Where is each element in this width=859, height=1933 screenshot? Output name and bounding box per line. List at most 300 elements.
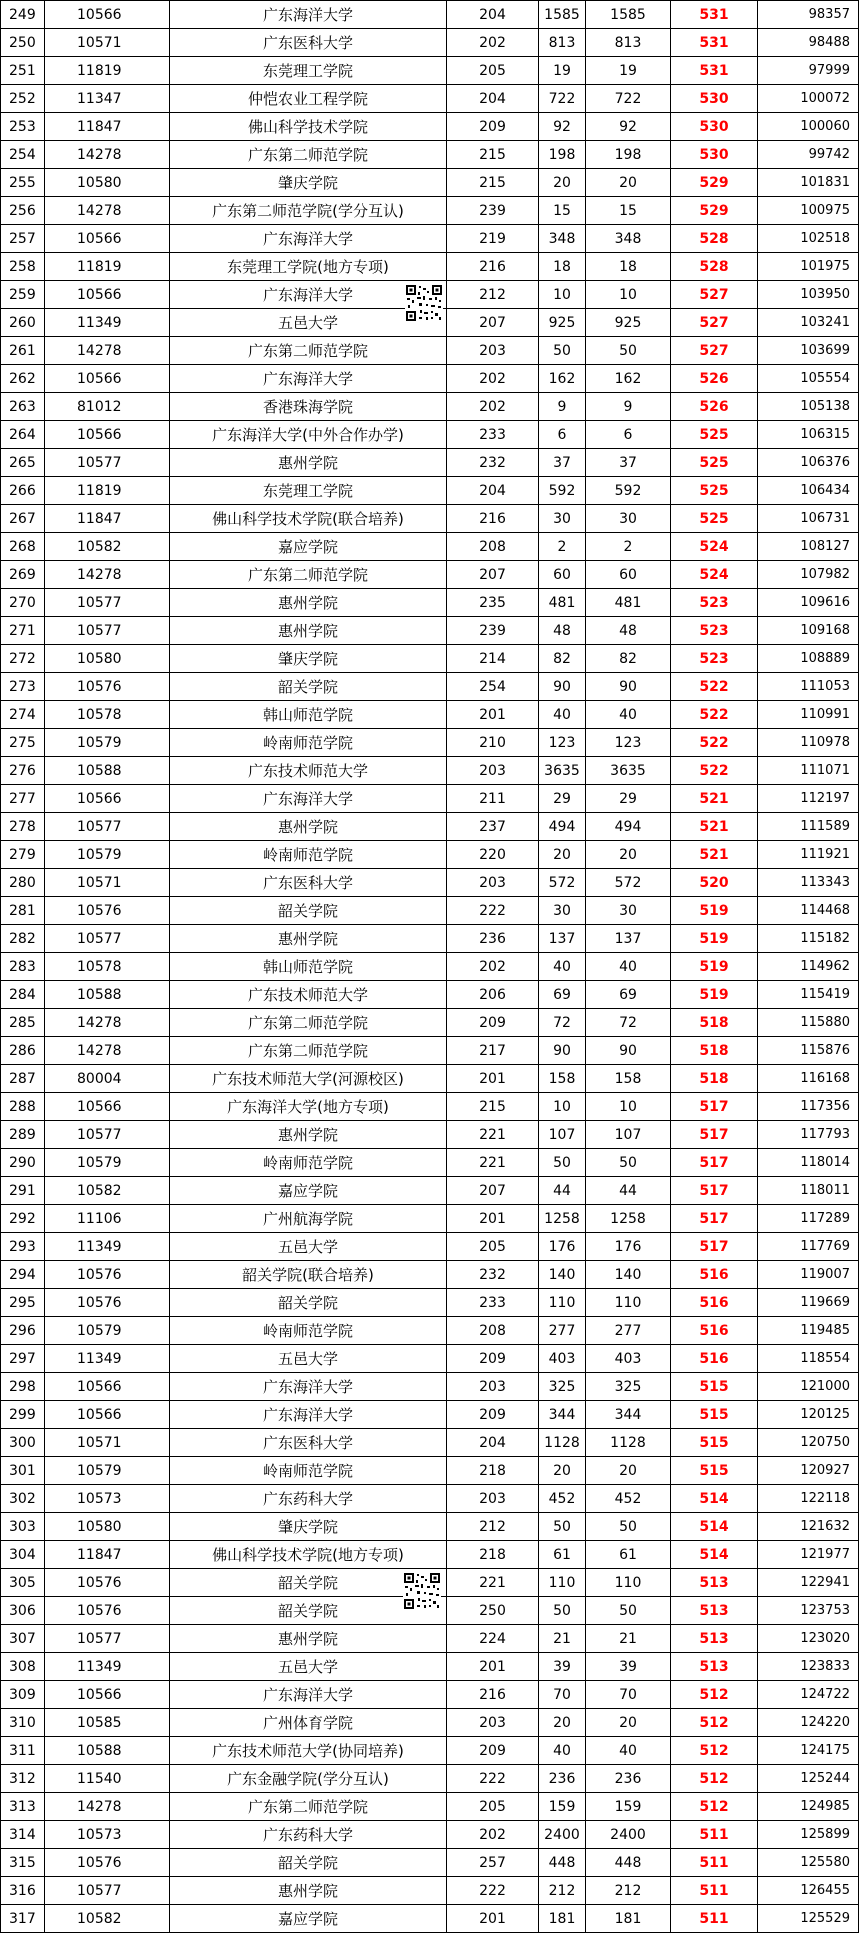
min-score: 514 bbox=[671, 1513, 758, 1541]
major-group-code: 205 bbox=[447, 1793, 539, 1821]
min-score: 522 bbox=[671, 729, 758, 757]
admitted-count: 60 bbox=[586, 561, 671, 589]
min-rank: 100975 bbox=[758, 197, 859, 225]
min-rank: 120125 bbox=[758, 1401, 859, 1429]
major-group-code: 203 bbox=[447, 1485, 539, 1513]
admitted-count: 20 bbox=[586, 1709, 671, 1737]
school-name: 广东第二师范学院 bbox=[170, 1009, 447, 1037]
min-rank: 112197 bbox=[758, 785, 859, 813]
row-index: 255 bbox=[1, 169, 45, 197]
school-name: 嘉应学院 bbox=[170, 1177, 447, 1205]
min-score: 513 bbox=[671, 1653, 758, 1681]
school-name: 广东海洋大学(中外合作办学) bbox=[170, 421, 447, 449]
plan-count: 30 bbox=[539, 505, 586, 533]
admitted-count: 925 bbox=[586, 309, 671, 337]
major-group-code: 202 bbox=[447, 365, 539, 393]
admitted-count: 40 bbox=[586, 1737, 671, 1765]
admitted-count: 50 bbox=[586, 1149, 671, 1177]
plan-count: 90 bbox=[539, 673, 586, 701]
plan-count: 61 bbox=[539, 1541, 586, 1569]
admitted-count: 452 bbox=[586, 1485, 671, 1513]
admitted-count: 21 bbox=[586, 1625, 671, 1653]
min-score: 531 bbox=[671, 1, 758, 29]
min-rank: 101975 bbox=[758, 253, 859, 281]
row-index: 315 bbox=[1, 1849, 45, 1877]
school-name: 五邑大学 bbox=[170, 1233, 447, 1261]
min-rank: 116168 bbox=[758, 1065, 859, 1093]
admitted-count: 92 bbox=[586, 113, 671, 141]
school-name: 佛山科学技术学院 bbox=[170, 113, 447, 141]
min-score: 522 bbox=[671, 757, 758, 785]
school-code: 10577 bbox=[45, 813, 170, 841]
school-code: 10580 bbox=[45, 169, 170, 197]
major-group-code: 211 bbox=[447, 785, 539, 813]
min-rank: 118011 bbox=[758, 1177, 859, 1205]
school-code: 10582 bbox=[45, 533, 170, 561]
table-row bbox=[1, 897, 859, 925]
min-rank: 123833 bbox=[758, 1653, 859, 1681]
min-rank: 109168 bbox=[758, 617, 859, 645]
school-name: 韶关学院 bbox=[170, 1289, 447, 1317]
major-group-code: 209 bbox=[447, 1345, 539, 1373]
min-score: 523 bbox=[671, 617, 758, 645]
table-row bbox=[1, 505, 859, 533]
row-index: 256 bbox=[1, 197, 45, 225]
min-rank: 117793 bbox=[758, 1121, 859, 1149]
min-rank: 120927 bbox=[758, 1457, 859, 1485]
min-score: 516 bbox=[671, 1317, 758, 1345]
major-group-code: 204 bbox=[447, 85, 539, 113]
min-score: 519 bbox=[671, 897, 758, 925]
school-code: 11349 bbox=[45, 1345, 170, 1373]
row-index: 303 bbox=[1, 1513, 45, 1541]
plan-count: 1258 bbox=[539, 1205, 586, 1233]
table-row bbox=[1, 169, 859, 197]
min-score: 523 bbox=[671, 645, 758, 673]
admitted-count: 325 bbox=[586, 1373, 671, 1401]
min-score: 513 bbox=[671, 1625, 758, 1653]
row-index: 286 bbox=[1, 1037, 45, 1065]
table-row bbox=[1, 393, 859, 421]
table-row bbox=[1, 1, 859, 29]
table-row bbox=[1, 421, 859, 449]
admitted-count: 277 bbox=[586, 1317, 671, 1345]
school-code: 10588 bbox=[45, 757, 170, 785]
admitted-count: 69 bbox=[586, 981, 671, 1009]
min-rank: 115419 bbox=[758, 981, 859, 1009]
admitted-count: 2400 bbox=[586, 1821, 671, 1849]
min-rank: 111921 bbox=[758, 841, 859, 869]
table-row bbox=[1, 1429, 859, 1457]
plan-count: 344 bbox=[539, 1401, 586, 1429]
row-index: 301 bbox=[1, 1457, 45, 1485]
min-rank: 114468 bbox=[758, 897, 859, 925]
major-group-code: 218 bbox=[447, 1541, 539, 1569]
table-row bbox=[1, 645, 859, 673]
plan-count: 1128 bbox=[539, 1429, 586, 1457]
min-score: 515 bbox=[671, 1401, 758, 1429]
plan-count: 20 bbox=[539, 169, 586, 197]
major-group-code: 236 bbox=[447, 925, 539, 953]
school-code: 10566 bbox=[45, 225, 170, 253]
min-rank: 125899 bbox=[758, 1821, 859, 1849]
school-name: 韶关学院 bbox=[170, 1597, 447, 1625]
plan-count: 50 bbox=[539, 337, 586, 365]
row-index: 311 bbox=[1, 1737, 45, 1765]
admitted-count: 592 bbox=[586, 477, 671, 505]
min-score: 513 bbox=[671, 1597, 758, 1625]
school-name: 广东海洋大学 bbox=[170, 1373, 447, 1401]
row-index: 265 bbox=[1, 449, 45, 477]
plan-count: 176 bbox=[539, 1233, 586, 1261]
plan-count: 2 bbox=[539, 533, 586, 561]
min-rank: 115182 bbox=[758, 925, 859, 953]
major-group-code: 218 bbox=[447, 1457, 539, 1485]
major-group-code: 208 bbox=[447, 1317, 539, 1345]
admitted-count: 40 bbox=[586, 953, 671, 981]
school-code: 10579 bbox=[45, 1457, 170, 1485]
admitted-count: 20 bbox=[586, 841, 671, 869]
table-row bbox=[1, 673, 859, 701]
table-row bbox=[1, 1009, 859, 1037]
row-index: 269 bbox=[1, 561, 45, 589]
min-rank: 101831 bbox=[758, 169, 859, 197]
major-group-code: 205 bbox=[447, 57, 539, 85]
plan-count: 6 bbox=[539, 421, 586, 449]
row-index: 271 bbox=[1, 617, 45, 645]
school-code: 11540 bbox=[45, 1765, 170, 1793]
row-index: 251 bbox=[1, 57, 45, 85]
min-score: 514 bbox=[671, 1541, 758, 1569]
school-code: 10580 bbox=[45, 645, 170, 673]
admitted-count: 572 bbox=[586, 869, 671, 897]
major-group-code: 257 bbox=[447, 1849, 539, 1877]
school-code: 11847 bbox=[45, 505, 170, 533]
table-row bbox=[1, 925, 859, 953]
school-name: 韶关学院(联合培养) bbox=[170, 1261, 447, 1289]
major-group-code: 216 bbox=[447, 505, 539, 533]
major-group-code: 209 bbox=[447, 1009, 539, 1037]
school-code: 10571 bbox=[45, 1429, 170, 1457]
min-score: 521 bbox=[671, 813, 758, 841]
min-rank: 121000 bbox=[758, 1373, 859, 1401]
school-name: 肇庆学院 bbox=[170, 1513, 447, 1541]
min-rank: 121977 bbox=[758, 1541, 859, 1569]
plan-count: 348 bbox=[539, 225, 586, 253]
row-index: 305 bbox=[1, 1569, 45, 1597]
school-code: 10585 bbox=[45, 1709, 170, 1737]
min-score: 517 bbox=[671, 1149, 758, 1177]
major-group-code: 235 bbox=[447, 589, 539, 617]
school-code: 14278 bbox=[45, 561, 170, 589]
plan-count: 44 bbox=[539, 1177, 586, 1205]
min-score: 516 bbox=[671, 1289, 758, 1317]
min-rank: 100060 bbox=[758, 113, 859, 141]
row-index: 277 bbox=[1, 785, 45, 813]
table-row bbox=[1, 757, 859, 785]
admitted-count: 176 bbox=[586, 1233, 671, 1261]
major-group-code: 215 bbox=[447, 141, 539, 169]
plan-count: 72 bbox=[539, 1009, 586, 1037]
major-group-code: 233 bbox=[447, 1289, 539, 1317]
school-code: 11847 bbox=[45, 113, 170, 141]
table-row bbox=[1, 337, 859, 365]
school-code: 10566 bbox=[45, 1401, 170, 1429]
row-index: 292 bbox=[1, 1205, 45, 1233]
min-score: 530 bbox=[671, 85, 758, 113]
admitted-count: 29 bbox=[586, 785, 671, 813]
admitted-count: 9 bbox=[586, 393, 671, 421]
row-index: 285 bbox=[1, 1009, 45, 1037]
row-index: 264 bbox=[1, 421, 45, 449]
min-score: 531 bbox=[671, 29, 758, 57]
table-row bbox=[1, 1317, 859, 1345]
table-row bbox=[1, 225, 859, 253]
min-score: 511 bbox=[671, 1905, 758, 1933]
admitted-count: 448 bbox=[586, 1849, 671, 1877]
school-name: 惠州学院 bbox=[170, 813, 447, 841]
table-row bbox=[1, 1485, 859, 1513]
plan-count: 162 bbox=[539, 365, 586, 393]
min-score: 528 bbox=[671, 253, 758, 281]
min-rank: 123753 bbox=[758, 1597, 859, 1625]
min-rank: 111053 bbox=[758, 673, 859, 701]
major-group-code: 210 bbox=[447, 729, 539, 757]
row-index: 249 bbox=[1, 1, 45, 29]
admitted-count: 20 bbox=[586, 169, 671, 197]
school-code: 10576 bbox=[45, 1289, 170, 1317]
school-code: 10588 bbox=[45, 981, 170, 1009]
admitted-count: 50 bbox=[586, 1513, 671, 1541]
plan-count: 2400 bbox=[539, 1821, 586, 1849]
admitted-count: 236 bbox=[586, 1765, 671, 1793]
min-score: 511 bbox=[671, 1849, 758, 1877]
admitted-count: 494 bbox=[586, 813, 671, 841]
min-rank: 125580 bbox=[758, 1849, 859, 1877]
table-row bbox=[1, 1177, 859, 1205]
school-name: 惠州学院 bbox=[170, 1121, 447, 1149]
admitted-count: 158 bbox=[586, 1065, 671, 1093]
min-rank: 106376 bbox=[758, 449, 859, 477]
school-code: 11847 bbox=[45, 1541, 170, 1569]
row-index: 307 bbox=[1, 1625, 45, 1653]
plan-count: 82 bbox=[539, 645, 586, 673]
min-rank: 119007 bbox=[758, 1261, 859, 1289]
row-index: 262 bbox=[1, 365, 45, 393]
school-name: 广东第二师范学院(学分互认) bbox=[170, 197, 447, 225]
admitted-count: 3635 bbox=[586, 757, 671, 785]
major-group-code: 203 bbox=[447, 1373, 539, 1401]
plan-count: 70 bbox=[539, 1681, 586, 1709]
min-score: 526 bbox=[671, 365, 758, 393]
plan-count: 403 bbox=[539, 1345, 586, 1373]
school-code: 10576 bbox=[45, 897, 170, 925]
school-code: 10566 bbox=[45, 1, 170, 29]
min-score: 515 bbox=[671, 1373, 758, 1401]
table-row bbox=[1, 1541, 859, 1569]
min-score: 514 bbox=[671, 1485, 758, 1513]
admitted-count: 348 bbox=[586, 225, 671, 253]
admitted-count: 107 bbox=[586, 1121, 671, 1149]
school-code: 10582 bbox=[45, 1905, 170, 1933]
plan-count: 30 bbox=[539, 897, 586, 925]
school-name: 嘉应学院 bbox=[170, 1905, 447, 1933]
admitted-count: 1128 bbox=[586, 1429, 671, 1457]
min-score: 516 bbox=[671, 1261, 758, 1289]
school-name: 广东海洋大学 bbox=[170, 1401, 447, 1429]
row-index: 281 bbox=[1, 897, 45, 925]
school-code: 10579 bbox=[45, 1149, 170, 1177]
row-index: 304 bbox=[1, 1541, 45, 1569]
admitted-count: 30 bbox=[586, 505, 671, 533]
admitted-count: 2 bbox=[586, 533, 671, 561]
school-name: 佛山科学技术学院(地方专项) bbox=[170, 1541, 447, 1569]
plan-count: 3635 bbox=[539, 757, 586, 785]
school-code: 10577 bbox=[45, 925, 170, 953]
school-code: 10577 bbox=[45, 589, 170, 617]
min-rank: 125529 bbox=[758, 1905, 859, 1933]
school-name: 韩山师范学院 bbox=[170, 701, 447, 729]
plan-count: 18 bbox=[539, 253, 586, 281]
min-rank: 118014 bbox=[758, 1149, 859, 1177]
min-rank: 115880 bbox=[758, 1009, 859, 1037]
row-index: 309 bbox=[1, 1681, 45, 1709]
school-code: 14278 bbox=[45, 337, 170, 365]
table-row bbox=[1, 1737, 859, 1765]
table-row bbox=[1, 1037, 859, 1065]
school-code: 10576 bbox=[45, 1849, 170, 1877]
major-group-code: 212 bbox=[447, 1513, 539, 1541]
min-rank: 117769 bbox=[758, 1233, 859, 1261]
admitted-count: 403 bbox=[586, 1345, 671, 1373]
row-index: 302 bbox=[1, 1485, 45, 1513]
row-index: 295 bbox=[1, 1289, 45, 1317]
major-group-code: 224 bbox=[447, 1625, 539, 1653]
major-group-code: 204 bbox=[447, 1429, 539, 1457]
row-index: 293 bbox=[1, 1233, 45, 1261]
school-code: 10577 bbox=[45, 1121, 170, 1149]
school-name: 广东药科大学 bbox=[170, 1485, 447, 1513]
row-index: 253 bbox=[1, 113, 45, 141]
school-name: 肇庆学院 bbox=[170, 645, 447, 673]
school-code: 10579 bbox=[45, 1317, 170, 1345]
table-row bbox=[1, 1793, 859, 1821]
major-group-code: 202 bbox=[447, 1821, 539, 1849]
row-index: 263 bbox=[1, 393, 45, 421]
table-row bbox=[1, 1065, 859, 1093]
min-rank: 107982 bbox=[758, 561, 859, 589]
school-code: 14278 bbox=[45, 141, 170, 169]
admitted-count: 1258 bbox=[586, 1205, 671, 1233]
major-group-code: 250 bbox=[447, 1597, 539, 1625]
admitted-count: 15 bbox=[586, 197, 671, 225]
major-group-code: 219 bbox=[447, 225, 539, 253]
major-group-code: 207 bbox=[447, 1177, 539, 1205]
major-group-code: 222 bbox=[447, 1765, 539, 1793]
qr-code-icon bbox=[403, 1572, 441, 1610]
table-row bbox=[1, 1513, 859, 1541]
major-group-code: 201 bbox=[447, 701, 539, 729]
school-name: 五邑大学 bbox=[170, 1653, 447, 1681]
admitted-count: 140 bbox=[586, 1261, 671, 1289]
plan-count: 722 bbox=[539, 85, 586, 113]
plan-count: 40 bbox=[539, 953, 586, 981]
school-name: 五邑大学 bbox=[170, 1345, 447, 1373]
major-group-code: 204 bbox=[447, 1, 539, 29]
min-score: 525 bbox=[671, 449, 758, 477]
school-code: 10566 bbox=[45, 365, 170, 393]
school-name: 惠州学院 bbox=[170, 589, 447, 617]
row-index: 314 bbox=[1, 1821, 45, 1849]
school-code: 10578 bbox=[45, 701, 170, 729]
min-score: 519 bbox=[671, 981, 758, 1009]
plan-count: 159 bbox=[539, 1793, 586, 1821]
plan-count: 452 bbox=[539, 1485, 586, 1513]
row-index: 279 bbox=[1, 841, 45, 869]
table-row bbox=[1, 785, 859, 813]
admitted-count: 481 bbox=[586, 589, 671, 617]
school-name: 东莞理工学院(地方专项) bbox=[170, 253, 447, 281]
major-group-code: 217 bbox=[447, 1037, 539, 1065]
school-name: 香港珠海学院 bbox=[170, 393, 447, 421]
min-rank: 117289 bbox=[758, 1205, 859, 1233]
major-group-code: 202 bbox=[447, 393, 539, 421]
admitted-count: 110 bbox=[586, 1569, 671, 1597]
table-row bbox=[1, 617, 859, 645]
major-group-code: 221 bbox=[447, 1121, 539, 1149]
table-row bbox=[1, 1653, 859, 1681]
major-group-code: 207 bbox=[447, 561, 539, 589]
major-group-code: 209 bbox=[447, 1401, 539, 1429]
admitted-count: 40 bbox=[586, 701, 671, 729]
admitted-count: 198 bbox=[586, 141, 671, 169]
plan-count: 212 bbox=[539, 1877, 586, 1905]
major-group-code: 203 bbox=[447, 869, 539, 897]
min-rank: 119669 bbox=[758, 1289, 859, 1317]
row-index: 274 bbox=[1, 701, 45, 729]
row-index: 270 bbox=[1, 589, 45, 617]
major-group-code: 206 bbox=[447, 981, 539, 1009]
major-group-code: 220 bbox=[447, 841, 539, 869]
school-name: 五邑大学 bbox=[170, 309, 447, 337]
school-name: 东莞理工学院 bbox=[170, 477, 447, 505]
min-score: 529 bbox=[671, 169, 758, 197]
major-group-code: 207 bbox=[447, 309, 539, 337]
admitted-count: 18 bbox=[586, 253, 671, 281]
admitted-count: 1585 bbox=[586, 1, 671, 29]
min-score: 512 bbox=[671, 1765, 758, 1793]
school-code: 10573 bbox=[45, 1821, 170, 1849]
admitted-count: 137 bbox=[586, 925, 671, 953]
school-code: 14278 bbox=[45, 1009, 170, 1037]
school-name: 惠州学院 bbox=[170, 1877, 447, 1905]
row-index: 268 bbox=[1, 533, 45, 561]
school-code: 10579 bbox=[45, 729, 170, 757]
min-rank: 105138 bbox=[758, 393, 859, 421]
min-score: 515 bbox=[671, 1457, 758, 1485]
school-code: 14278 bbox=[45, 1037, 170, 1065]
school-code: 11819 bbox=[45, 253, 170, 281]
min-score: 525 bbox=[671, 477, 758, 505]
admitted-count: 30 bbox=[586, 897, 671, 925]
min-rank: 119485 bbox=[758, 1317, 859, 1345]
min-score: 527 bbox=[671, 281, 758, 309]
table-row bbox=[1, 1373, 859, 1401]
row-index: 257 bbox=[1, 225, 45, 253]
plan-count: 20 bbox=[539, 1709, 586, 1737]
row-index: 259 bbox=[1, 281, 45, 309]
min-rank: 115876 bbox=[758, 1037, 859, 1065]
